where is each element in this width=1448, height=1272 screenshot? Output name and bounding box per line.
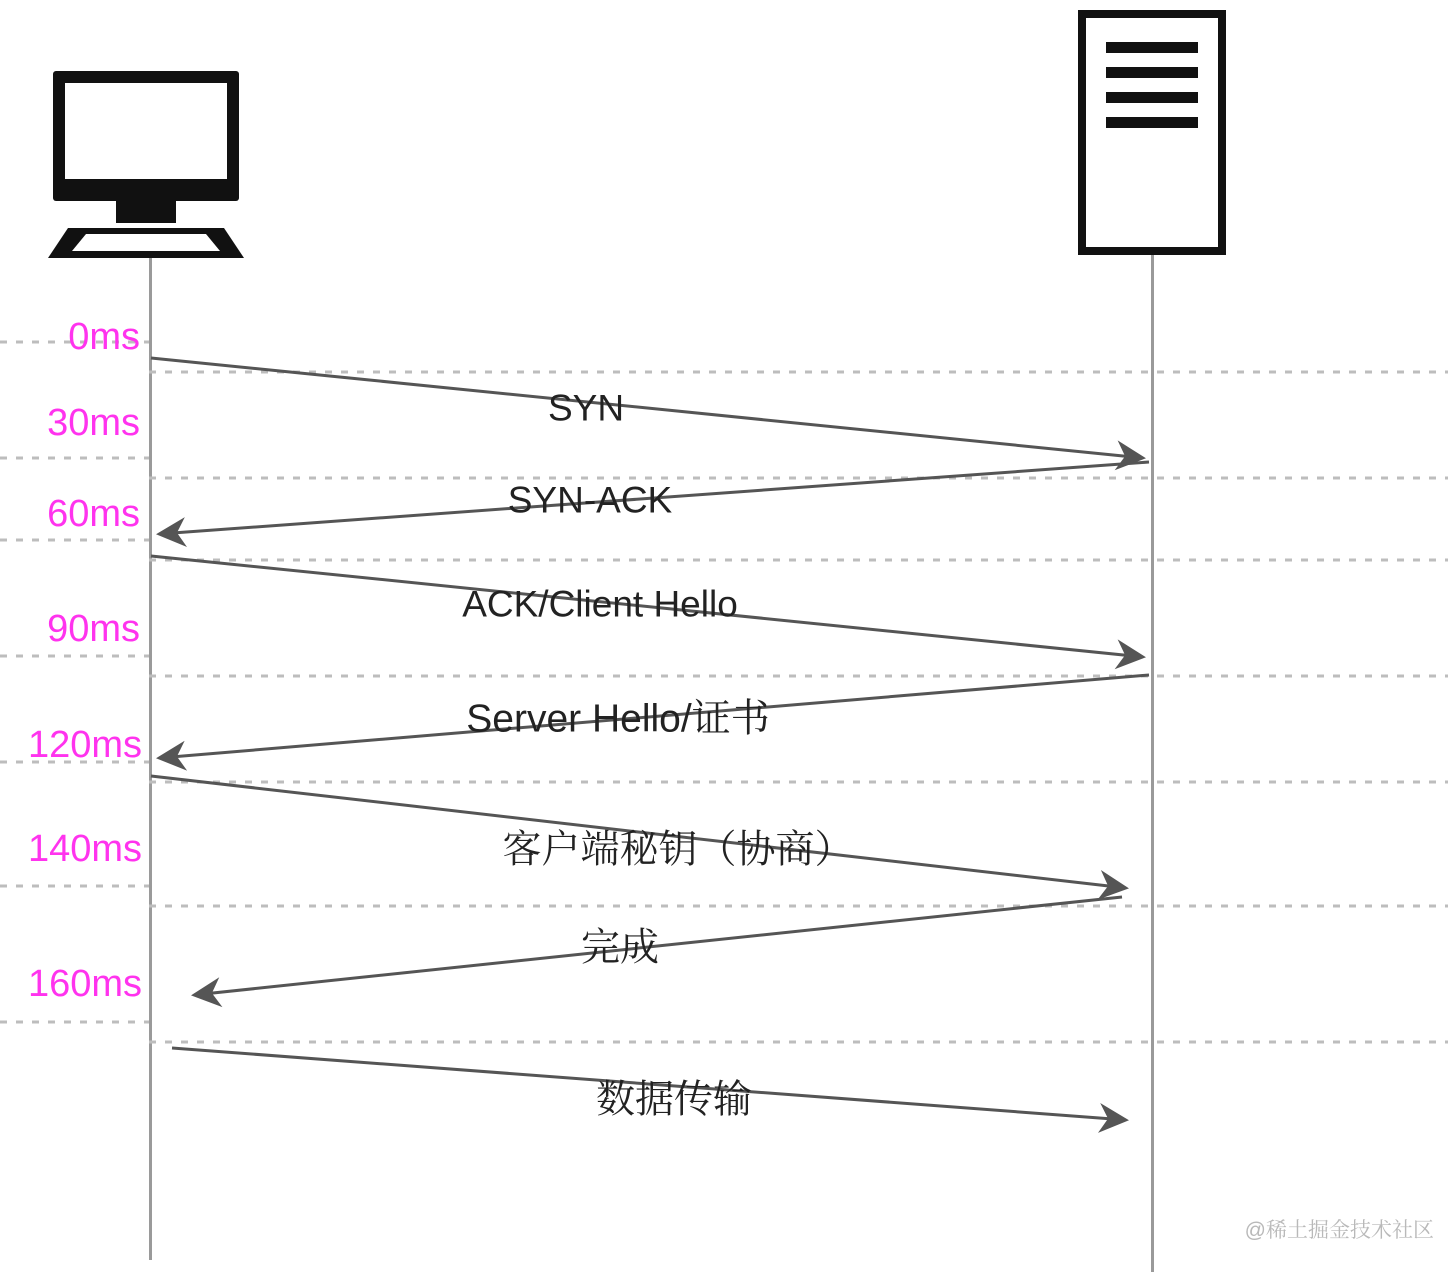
time-label-140ms: 140ms bbox=[27, 828, 142, 870]
time-label-0ms: 0ms bbox=[68, 316, 140, 358]
time-label-120ms: 120ms bbox=[27, 724, 142, 766]
message-label-syn-ack: SYN-ACK bbox=[507, 479, 673, 521]
message-label-data-transfer: 数据传输 bbox=[595, 1078, 753, 1122]
message-label-ack-client-hello: ACK/Client Hello bbox=[462, 583, 738, 625]
gridlines bbox=[0, 342, 1448, 1042]
watermark: @稀土掘金技术社区 bbox=[1244, 1219, 1434, 1242]
time-label-30ms: 30ms bbox=[47, 402, 140, 444]
message-label-finished: 完成 bbox=[580, 926, 660, 970]
time-label-60ms: 60ms bbox=[47, 493, 140, 535]
time-label-160ms: 160ms bbox=[27, 963, 142, 1005]
message-label-client-key-exchange: 客户端秘钥（协商） bbox=[502, 828, 854, 872]
message-label-syn: SYN bbox=[547, 387, 625, 429]
time-label-90ms: 90ms bbox=[47, 608, 140, 650]
message-label-server-hello: Server Hello/证书 bbox=[466, 697, 770, 741]
